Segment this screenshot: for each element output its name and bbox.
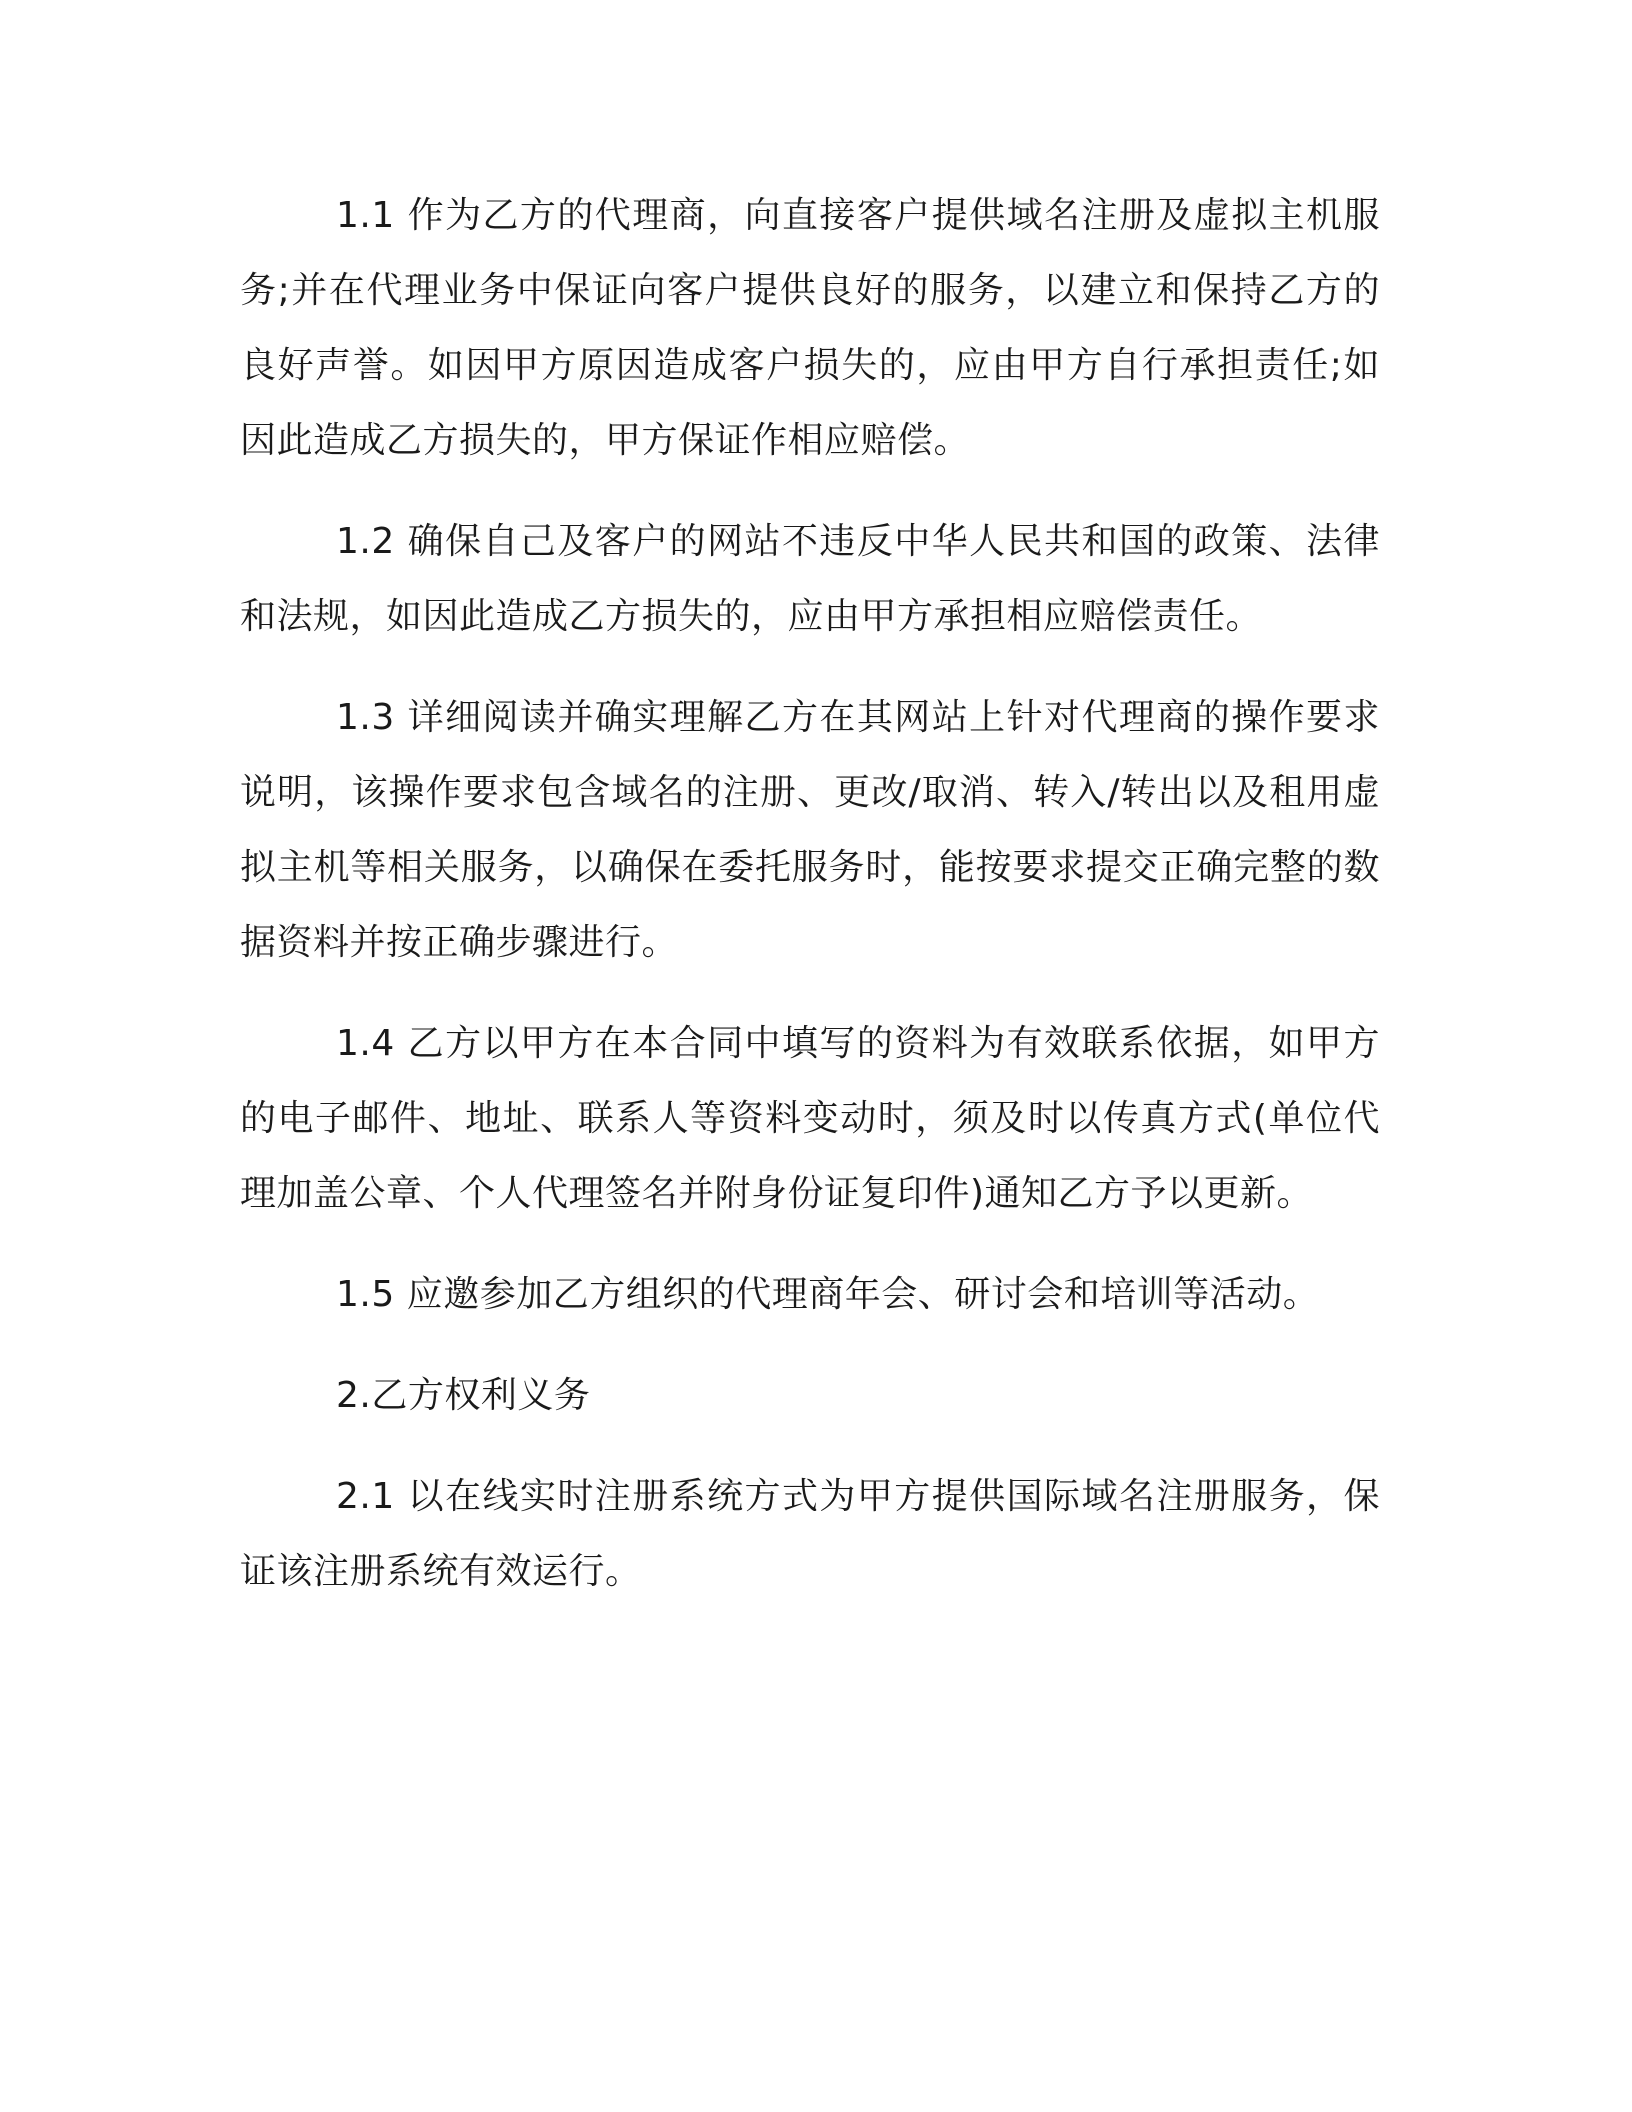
document-body xyxy=(240,178,1380,1635)
clause-2-1: 2.1 以在线实时注册系统方式为甲方提供国际域名注册服务，保证该注册系统有效运行。 xyxy=(240,1476,1380,1592)
clause-1-5: 1.5 应邀参加乙方组织的代理商年会、研讨会和培训等活动。 xyxy=(336,1274,1320,1315)
clause-1-4: 1.4 乙方以甲方在本合同中填写的资料为有效联系依据，如甲方的电子邮件、地址、联系人等资料变动时，须及时以传真方式(单位代理加盖公章、个人代理签名并附身份证复印件)通知乙方予以更新。 xyxy=(240,1023,1380,1214)
section-2-heading: 2.乙方权利义务 xyxy=(336,1375,591,1416)
clause-1-3: 1.3 详细阅读并确实理解乙方在其网站上针对代理商的操作要求说明，该操作要求包含域名的注册、更改/取消、转入/转出以及租用虚拟主机等相关服务，以确保在委托服务时，能按要求提交正确完整的数据资料并按正确步骤进行。 xyxy=(240,697,1380,963)
clause-1-1: 1.1 作为乙方的代理商，向直接客户提供域名注册及虚拟主机服务;并在代理业务中保证向客户提供良好的服务，以建立和保持乙方的良好声誉。如因甲方原因造成客户损失的，应由甲方自行承担责任;如因此造成乙方损失的，甲方保证作相应赔偿。 xyxy=(240,195,1380,461)
clause-1-2: 1.2 确保自己及客户的网站不违反中华人民共和国的政策、法律和法规，如因此造成乙方损失的，应由甲方承担相应赔偿责任。 xyxy=(240,521,1380,637)
